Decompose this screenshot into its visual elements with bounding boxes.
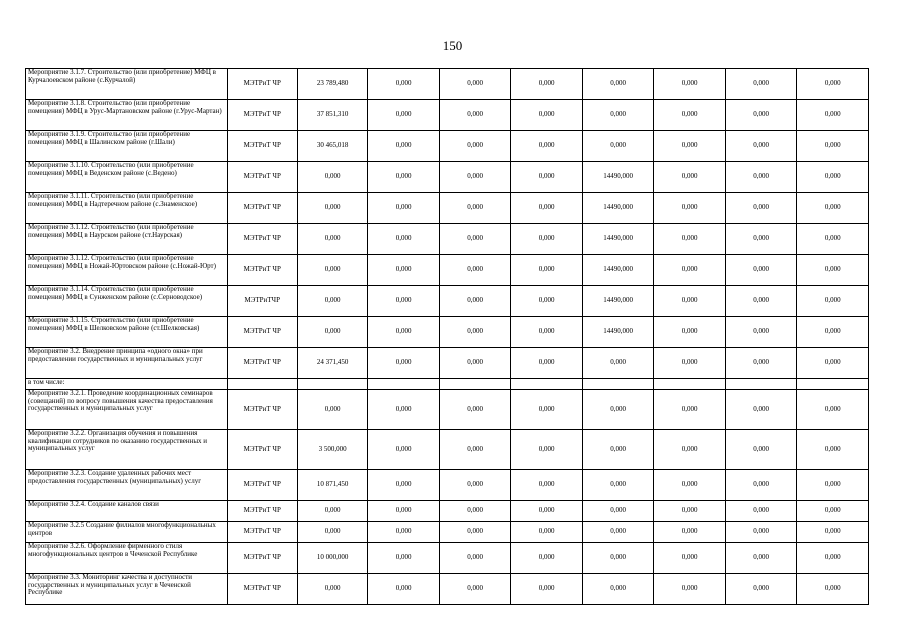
cell-amount: 0,000: [297, 390, 367, 430]
cell-amount: 0,000: [439, 193, 511, 224]
cell-amount: 37 851,310: [297, 100, 367, 131]
cell-amount: 0,000: [297, 522, 367, 543]
cell-amount: 0,000: [725, 69, 797, 100]
cell-amount: 0,000: [368, 470, 440, 501]
cell-amount: 0,000: [725, 574, 797, 605]
cell-amount: 10 000,000: [297, 543, 367, 574]
cell-amount: 10 871,450: [297, 470, 367, 501]
cell-amount: 0,000: [654, 193, 726, 224]
cell-amount: 0,000: [725, 348, 797, 379]
cell-amount: 0,000: [654, 69, 726, 100]
table-row: [26, 522, 869, 543]
cell-amount: 14490,000: [582, 224, 654, 255]
cell-amount: 0,000: [368, 522, 440, 543]
cell-amount: 0,000: [725, 224, 797, 255]
cell-amount: 0,000: [368, 501, 440, 522]
cell-amount: 0,000: [511, 162, 583, 193]
cell-amount: 0,000: [439, 543, 511, 574]
cell-amount: 0,000: [368, 162, 440, 193]
cell-amount: [582, 379, 654, 390]
cell-amount: 0,000: [439, 317, 511, 348]
cell-activity-name: Мероприятие 3.1.11. Строительство (или приобретение помещения) МФЦ в Надтеречном районе (с.Знаменское): [26, 193, 228, 224]
cell-amount: 0,000: [654, 430, 726, 470]
cell-amount: 0,000: [368, 430, 440, 470]
cell-amount: 0,000: [725, 543, 797, 574]
cell-executor: МЭТРиТ ЧР: [227, 69, 297, 100]
cell-amount: 0,000: [582, 131, 654, 162]
cell-amount: 0,000: [297, 193, 367, 224]
cell-amount: 0,000: [725, 317, 797, 348]
cell-amount: 0,000: [297, 255, 367, 286]
cell-executor: МЭТРиТ ЧР: [227, 543, 297, 574]
cell-amount: 0,000: [797, 224, 869, 255]
cell-amount: 0,000: [654, 162, 726, 193]
cell-activity-name: Мероприятие 3.2.3. Создание удаленных рабочих мест предоставления государственных (муниципальных) услуг: [26, 470, 228, 501]
cell-activity-name: Мероприятие 3.2.6. Оформление фирменного стиля многофункциональных центров в Чеченской Республике: [26, 543, 228, 574]
cell-amount: 0,000: [511, 131, 583, 162]
cell-executor: МЭТРиТ ЧР: [227, 574, 297, 605]
cell-activity-name: Мероприятие 3.1.15. Строительство (или приобретение помещения) МФЦ в Шелковском районе (ст.Шелковская): [26, 317, 228, 348]
cell-executor: [227, 379, 297, 390]
table-row: [26, 255, 869, 286]
cell-amount: 0,000: [725, 501, 797, 522]
table-row: [26, 193, 869, 224]
cell-amount: 0,000: [439, 501, 511, 522]
cell-amount: 0,000: [797, 317, 869, 348]
table-row: [26, 286, 869, 317]
cell-amount: 0,000: [439, 100, 511, 131]
cell-amount: 0,000: [582, 390, 654, 430]
table-row: [26, 430, 869, 470]
cell-amount: 0,000: [582, 501, 654, 522]
cell-amount: 0,000: [297, 317, 367, 348]
cell-executor: МЭТРиТ ЧР: [227, 100, 297, 131]
cell-amount: 0,000: [725, 390, 797, 430]
cell-executor: МЭТРиТ ЧР: [227, 317, 297, 348]
cell-amount: 0,000: [582, 470, 654, 501]
cell-amount: 14490,000: [582, 193, 654, 224]
cell-amount: 0,000: [511, 193, 583, 224]
cell-amount: [797, 379, 869, 390]
cell-amount: 0,000: [654, 501, 726, 522]
cell-amount: 0,000: [511, 348, 583, 379]
cell-amount: 0,000: [439, 574, 511, 605]
cell-activity-name: Мероприятие 3.1.9. Строительство (или приобретение помещения) МФЦ в Шалинском районе (г.Шали): [26, 131, 228, 162]
cell-amount: 0,000: [368, 69, 440, 100]
cell-amount: 0,000: [582, 522, 654, 543]
cell-executor: МЭТРиТ ЧР: [227, 255, 297, 286]
cell-amount: 0,000: [797, 543, 869, 574]
cell-activity-name: Мероприятие 3.1.12. Строительство (или приобретение помещения) МФЦ в Наурском районе (ст.Наурская): [26, 224, 228, 255]
cell-executor: МЭТРиТ ЧР: [227, 224, 297, 255]
cell-amount: 0,000: [368, 390, 440, 430]
cell-amount: [368, 379, 440, 390]
cell-amount: 0,000: [582, 430, 654, 470]
cell-amount: 0,000: [511, 255, 583, 286]
cell-amount: 0,000: [368, 348, 440, 379]
cell-amount: 0,000: [725, 286, 797, 317]
cell-amount: 0,000: [797, 430, 869, 470]
cell-amount: 0,000: [439, 69, 511, 100]
cell-amount: 0,000: [725, 430, 797, 470]
cell-amount: 0,000: [297, 574, 367, 605]
cell-activity-name: Мероприятие 3.1.12. Строительство (или приобретение помещения) МФЦ в Ножай-Юртовском районе (с.Ножай-Юрт): [26, 255, 228, 286]
cell-amount: 0,000: [439, 162, 511, 193]
cell-amount: 0,000: [797, 162, 869, 193]
cell-amount: 0,000: [511, 390, 583, 430]
cell-amount: 30 465,018: [297, 131, 367, 162]
cell-amount: 0,000: [511, 470, 583, 501]
cell-activity-name: Мероприятие 3.1.14. Строительство (или приобретение помещения) МФЦ в Сунженском районе (с.Серноводское): [26, 286, 228, 317]
cell-amount: 0,000: [725, 522, 797, 543]
cell-activity-name: Мероприятие 3.2. Внедрение принципа «одного окна» при предоставлении государственных и муниципальных услуг: [26, 348, 228, 379]
cell-activity-name: Мероприятие 3.1.10. Строительство (или приобретение помещения) МФЦ в Веденском районе (с.Ведено): [26, 162, 228, 193]
cell-amount: [297, 379, 367, 390]
cell-amount: 0,000: [797, 131, 869, 162]
cell-amount: 0,000: [797, 348, 869, 379]
cell-amount: 0,000: [368, 574, 440, 605]
cell-amount: 0,000: [725, 193, 797, 224]
cell-amount: 0,000: [654, 100, 726, 131]
cell-amount: 0,000: [511, 317, 583, 348]
cell-amount: [439, 379, 511, 390]
cell-amount: 0,000: [368, 100, 440, 131]
cell-amount: 0,000: [797, 501, 869, 522]
cell-amount: 0,000: [582, 69, 654, 100]
cell-amount: 0,000: [582, 348, 654, 379]
cell-amount: 0,000: [439, 348, 511, 379]
cell-amount: 0,000: [368, 543, 440, 574]
cell-amount: 0,000: [654, 131, 726, 162]
cell-amount: 0,000: [511, 286, 583, 317]
cell-amount: 0,000: [368, 255, 440, 286]
table-note-row: [26, 379, 869, 390]
cell-amount: 23 789,480: [297, 69, 367, 100]
cell-amount: 0,000: [439, 255, 511, 286]
cell-executor: МЭТРиТ ЧР: [227, 193, 297, 224]
cell-amount: 14490,000: [582, 317, 654, 348]
cell-amount: 0,000: [797, 100, 869, 131]
cell-activity-name: в том числе:: [26, 379, 228, 390]
cell-amount: 0,000: [654, 317, 726, 348]
table-row: [26, 470, 869, 501]
cell-amount: [511, 379, 583, 390]
cell-amount: 0,000: [797, 574, 869, 605]
table-row: [26, 224, 869, 255]
cell-amount: 0,000: [439, 470, 511, 501]
cell-amount: 0,000: [297, 286, 367, 317]
budget-table: [25, 68, 869, 605]
cell-amount: 0,000: [439, 522, 511, 543]
cell-amount: 24 371,450: [297, 348, 367, 379]
cell-executor: МЭТРиТ ЧР: [227, 430, 297, 470]
table-row: [26, 131, 869, 162]
cell-amount: 14490,000: [582, 255, 654, 286]
cell-amount: 0,000: [654, 286, 726, 317]
cell-activity-name: Мероприятие 3.1.7. Строительство (или приобретение) МФЦ в Курчалоевском районе (с.Курчалой): [26, 69, 228, 100]
cell-amount: 14490,000: [582, 286, 654, 317]
table-body: [26, 69, 869, 605]
cell-executor: МЭТРиТ ЧР: [227, 501, 297, 522]
cell-amount: 0,000: [368, 286, 440, 317]
cell-activity-name: Мероприятие 3.3. Мониторинг качества и доступности государственных и муниципальных услуг в Чеченской Республике: [26, 574, 228, 605]
cell-amount: 0,000: [439, 430, 511, 470]
cell-amount: 0,000: [654, 522, 726, 543]
cell-amount: 0,000: [511, 574, 583, 605]
cell-amount: 0,000: [439, 390, 511, 430]
cell-amount: 0,000: [654, 224, 726, 255]
cell-amount: 0,000: [725, 470, 797, 501]
cell-amount: 0,000: [654, 348, 726, 379]
table-row: [26, 574, 869, 605]
table-row: [26, 501, 869, 522]
cell-executor: МЭТРиТ ЧР: [227, 162, 297, 193]
cell-amount: 0,000: [797, 522, 869, 543]
cell-amount: 0,000: [797, 470, 869, 501]
cell-amount: 0,000: [654, 390, 726, 430]
cell-amount: [654, 379, 726, 390]
cell-executor: МЭТРиТ ЧР: [227, 131, 297, 162]
cell-amount: 0,000: [654, 574, 726, 605]
cell-amount: 0,000: [797, 69, 869, 100]
page-number: 150: [442, 38, 463, 53]
cell-amount: 0,000: [511, 543, 583, 574]
cell-amount: 0,000: [511, 224, 583, 255]
table-row: [26, 69, 869, 100]
cell-amount: 0,000: [368, 131, 440, 162]
cell-amount: 0,000: [439, 286, 511, 317]
cell-amount: 0,000: [297, 162, 367, 193]
cell-amount: 0,000: [511, 501, 583, 522]
cell-amount: 0,000: [368, 224, 440, 255]
table-row: [26, 390, 869, 430]
cell-executor: МЭТРиТЧР: [227, 286, 297, 317]
cell-amount: 0,000: [654, 470, 726, 501]
cell-amount: 0,000: [511, 430, 583, 470]
cell-amount: 0,000: [511, 100, 583, 131]
cell-amount: 0,000: [439, 224, 511, 255]
cell-activity-name: Мероприятие 3.2.1. Проведение координационных семинаров (совещаний) по вопросу повышения качества предоставления государственных и муниципальных услуг: [26, 390, 228, 430]
cell-amount: 0,000: [725, 255, 797, 286]
table-row: [26, 100, 869, 131]
cell-amount: 0,000: [511, 69, 583, 100]
cell-amount: 0,000: [797, 255, 869, 286]
cell-amount: 0,000: [582, 574, 654, 605]
cell-activity-name: Мероприятие 3.2.5 Создание филиалов многофункциональных центров: [26, 522, 228, 543]
cell-amount: 0,000: [582, 543, 654, 574]
cell-executor: МЭТРиТ ЧР: [227, 470, 297, 501]
cell-amount: 0,000: [797, 286, 869, 317]
table-row: [26, 317, 869, 348]
cell-amount: 14490,000: [582, 162, 654, 193]
cell-amount: 0,000: [297, 224, 367, 255]
cell-amount: 0,000: [439, 131, 511, 162]
cell-amount: 0,000: [368, 317, 440, 348]
cell-activity-name: Мероприятие 3.2.4. Создание каналов связи: [26, 501, 228, 522]
cell-amount: 0,000: [725, 162, 797, 193]
cell-amount: 0,000: [654, 543, 726, 574]
cell-amount: 0,000: [797, 193, 869, 224]
cell-executor: МЭТРиТ ЧР: [227, 522, 297, 543]
table-row: [26, 162, 869, 193]
cell-amount: 0,000: [368, 193, 440, 224]
cell-amount: 0,000: [582, 100, 654, 131]
cell-amount: 0,000: [725, 100, 797, 131]
cell-amount: 0,000: [511, 522, 583, 543]
cell-activity-name: Мероприятие 3.2.2. Организация обучения и повышения квалификации сотрудников по оказанию государственных и муниципальных услуг: [26, 430, 228, 470]
cell-amount: 0,000: [725, 131, 797, 162]
cell-executor: МЭТРиТ ЧР: [227, 348, 297, 379]
cell-activity-name: Мероприятие 3.1.8. Строительство (или приобретение помещения) МФЦ в Урус-Мартановском районе (г.Урус-Мартан): [26, 100, 228, 131]
cell-amount: 3 500,000: [297, 430, 367, 470]
cell-executor: МЭТРиТ ЧР: [227, 390, 297, 430]
cell-amount: 0,000: [654, 255, 726, 286]
table-row: [26, 543, 869, 574]
cell-amount: 0,000: [797, 390, 869, 430]
table-row: [26, 348, 869, 379]
cell-amount: 0,000: [297, 501, 367, 522]
cell-amount: [725, 379, 797, 390]
